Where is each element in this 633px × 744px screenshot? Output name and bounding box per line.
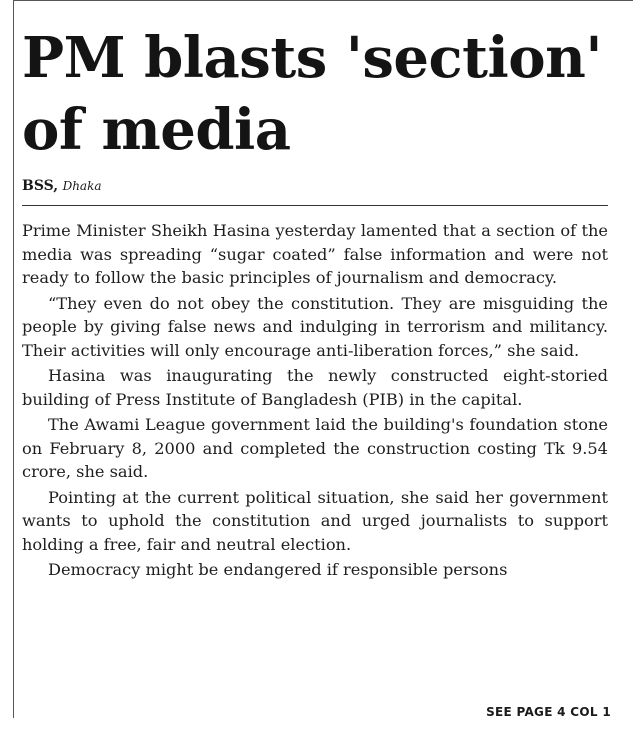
top-border-rule (13, 0, 633, 1)
paragraph-3: Hasina was inaugurating the newly constructed eight-storied building of Press Institute of Bangladesh (PIB) in the capital. (22, 366, 608, 409)
byline-divider (22, 205, 608, 206)
paragraph-2: “They even do not obey the constitution. They are misguiding the people by giving false news and indulging in terrorism and militancy. Their activities will only encourage anti-liberation forces,” she said. (22, 293, 608, 360)
headline (22, 22, 622, 166)
continuation-jump-line: SEE PAGE 4 COL 1 (486, 705, 611, 719)
paragraph-4: The Awami League government laid the building's foundation stone on February 8, 2000 and completed the construction costing Tk 9.54 crore, she said. (22, 415, 608, 481)
headline-line-2: of media (22, 97, 291, 163)
byline (22, 177, 102, 195)
paragraph-6: Democracy might be endangered if responsible persons (48, 560, 508, 579)
byline-agency: BSS, (22, 178, 59, 194)
left-column-rule (13, 0, 14, 718)
paragraph-5: Pointing at the current political situation, she said her government wants to uphold the constitution and urged journalists to support holding a free, fair and neutral election. (22, 487, 608, 554)
headline-line-1: PM blasts 'section' (22, 25, 602, 91)
article-body (22, 219, 608, 584)
byline-place: Dhaka (62, 179, 102, 193)
paragraph-1: Prime Minister Sheikh Hasina yesterday lamented that a section of the media was spreading “sugar coated” false information and were not ready to follow the basic principles of journalism and democracy. (22, 221, 608, 287)
